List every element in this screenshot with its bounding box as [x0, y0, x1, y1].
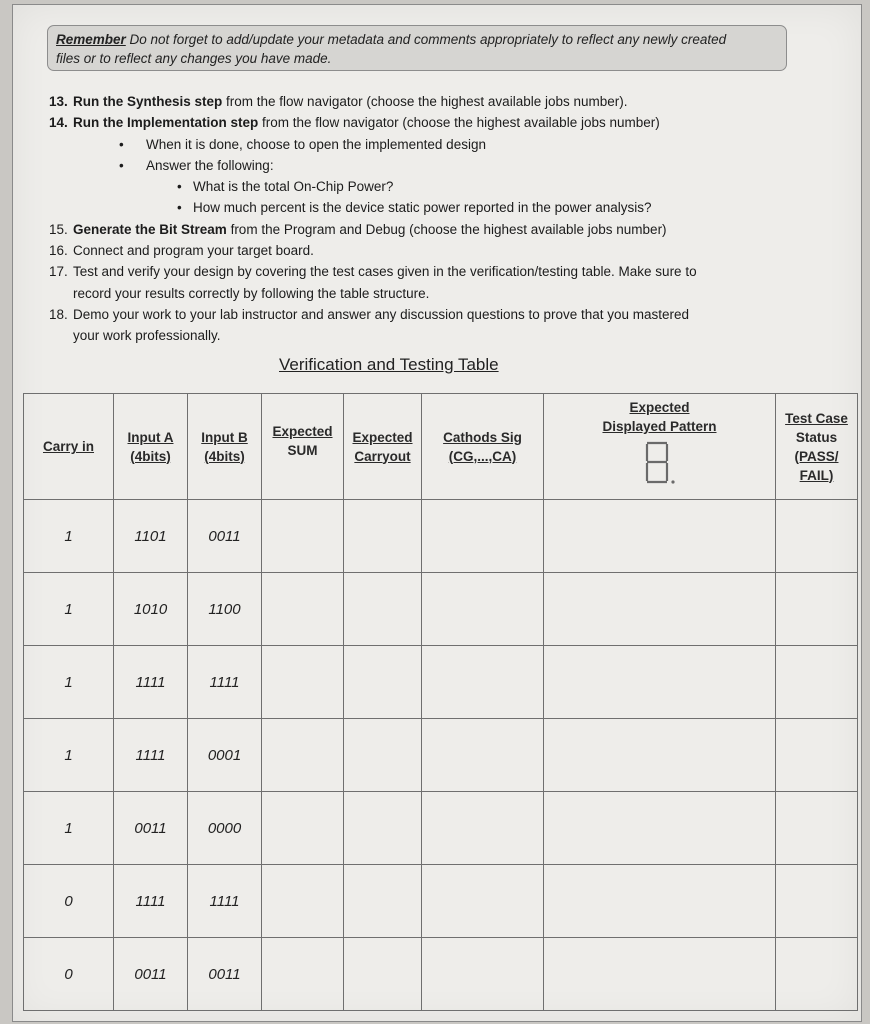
cell-displayed-pattern[interactable]	[544, 646, 776, 719]
step-13	[49, 91, 829, 112]
reminder-line-1	[56, 30, 778, 49]
cell-displayed-pattern[interactable]	[544, 500, 776, 573]
header-carry-in	[24, 394, 114, 500]
cell-expected-sum[interactable]	[262, 646, 344, 719]
step-14	[49, 112, 829, 133]
step-17-number: 17.	[49, 264, 68, 280]
header-carry-label: Expected	[352, 429, 413, 445]
worksheet-page	[12, 4, 862, 1022]
cell-input-a: 1111	[114, 865, 188, 938]
cell-expected-carryout[interactable]	[344, 719, 422, 792]
cell-cathods-sig[interactable]	[422, 500, 544, 573]
cell-expected-sum[interactable]	[262, 938, 344, 1011]
verification-table	[23, 393, 858, 1011]
cell-carry-in: 1	[24, 719, 114, 792]
bullet-icon: •	[177, 200, 182, 216]
step-15-text: from the Program and Debug (choose the highest available jobs number)	[226, 221, 667, 237]
cell-carry-in: 1	[24, 792, 114, 865]
cell-test-status[interactable]	[776, 573, 858, 646]
seven-segment-icon	[643, 440, 677, 486]
reminder-text-1: Do not forget to add/update your metadata and comments appropriately to reflect any newly created	[125, 32, 727, 47]
header-cath-label: Cathods Sig	[443, 429, 522, 445]
header-input-a-sub: (4bits)	[130, 448, 171, 464]
cell-test-status[interactable]	[776, 865, 858, 938]
step-17-text: Test and verify your design by covering the test cases given in the verification/testing table. Make sure to	[73, 264, 697, 280]
cell-expected-sum[interactable]	[262, 719, 344, 792]
step-14-number: 14.	[49, 115, 68, 131]
header-status-pass: (PASS/	[794, 448, 839, 464]
cell-carry-in: 1	[24, 646, 114, 719]
step-16-number: 16.	[49, 243, 68, 259]
step-18-continued: your work professionally.	[73, 328, 221, 344]
header-sum-sub: SUM	[287, 443, 318, 458]
step-15	[49, 219, 829, 240]
question-2-text: How much percent is the device static power reported in the power analysis?	[193, 200, 652, 216]
cell-input-b: 0011	[188, 500, 262, 573]
cell-displayed-pattern[interactable]	[544, 938, 776, 1011]
header-expected-sum	[262, 394, 344, 500]
header-status-fail: FAIL)	[799, 467, 834, 483]
table-row	[24, 938, 858, 1011]
step-18	[49, 304, 829, 325]
table-row	[24, 719, 858, 792]
remember-label: Remember	[56, 32, 126, 47]
header-status-sub: Status	[795, 429, 838, 445]
cell-cathods-sig[interactable]	[422, 792, 544, 865]
bullet-icon: •	[119, 136, 124, 152]
cell-expected-sum[interactable]	[262, 573, 344, 646]
cell-cathods-sig[interactable]	[422, 865, 544, 938]
reminder-box	[47, 25, 787, 71]
step-18-text: Demo your work to your lab instructor and answer any discussion questions to prove that you mastered	[73, 306, 690, 322]
bullet-icon: •	[177, 179, 182, 195]
cell-input-a: 0011	[114, 938, 188, 1011]
header-carry-sub: Carryout	[354, 448, 411, 464]
cell-expected-carryout[interactable]	[344, 865, 422, 938]
cell-expected-carryout[interactable]	[344, 500, 422, 573]
cell-expected-sum[interactable]	[262, 865, 344, 938]
cell-cathods-sig[interactable]	[422, 719, 544, 792]
question-2	[49, 197, 829, 218]
cell-test-status[interactable]	[776, 938, 858, 1011]
table-row	[24, 500, 858, 573]
cell-input-b: 1111	[188, 646, 262, 719]
step-17	[49, 261, 829, 282]
cell-input-b: 1111	[188, 865, 262, 938]
cell-input-a: 1101	[114, 500, 188, 573]
cell-cathods-sig[interactable]	[422, 938, 544, 1011]
table-row	[24, 792, 858, 865]
cell-expected-carryout[interactable]	[344, 573, 422, 646]
step-15-bold: Generate the Bit Stream	[73, 221, 227, 237]
step-14-bold: Run the Implementation step	[73, 115, 259, 131]
header-sum-label: Expected	[272, 424, 333, 439]
header-cathods-sig	[422, 394, 544, 500]
header-cath-sub: (CG,...,CA)	[448, 448, 517, 464]
step-16	[49, 240, 829, 261]
step-13-number: 13.	[49, 94, 68, 109]
step-13-text: from the flow navigator (choose the highest available jobs number).	[222, 94, 628, 109]
header-input-b	[188, 394, 262, 500]
header-test-status	[776, 394, 858, 500]
cell-expected-carryout[interactable]	[344, 792, 422, 865]
step-14-bullet-2	[49, 155, 829, 176]
cell-expected-sum[interactable]	[262, 792, 344, 865]
cell-test-status[interactable]	[776, 500, 858, 573]
question-1	[49, 176, 829, 197]
header-input-a-label: Input A	[127, 429, 174, 445]
cell-input-b: 0001	[188, 719, 262, 792]
cell-displayed-pattern[interactable]	[544, 865, 776, 938]
step-14-text: from the flow navigator (choose the highest available jobs number)	[258, 115, 660, 131]
header-pattern-sub: Displayed Pattern	[602, 419, 717, 434]
cell-carry-in: 1	[24, 500, 114, 573]
table-row	[24, 646, 858, 719]
question-1-text: What is the total On-Chip Power?	[193, 179, 394, 195]
table-header-row	[24, 394, 858, 500]
step-18-number: 18.	[49, 306, 68, 322]
table-row	[24, 865, 858, 938]
instruction-list	[49, 91, 829, 347]
header-carry-in-label: Carry in	[42, 439, 95, 454]
cell-cathods-sig[interactable]	[422, 573, 544, 646]
header-input-b-label: Input B	[201, 429, 248, 445]
header-pattern-label: Expected	[629, 400, 690, 415]
header-input-a	[114, 394, 188, 500]
reminder-text-2: files or to reflect any changes you have made.	[56, 51, 332, 66]
cell-input-a: 1111	[114, 646, 188, 719]
bullet-icon: •	[119, 157, 124, 173]
bullet-2-text: Answer the following:	[146, 157, 274, 173]
step-13-bold: Run the Synthesis step	[73, 94, 223, 109]
header-expected-pattern	[544, 394, 776, 500]
header-status-label: Test Case	[785, 410, 848, 426]
cell-cathods-sig[interactable]	[422, 646, 544, 719]
cell-input-a: 1010	[114, 573, 188, 646]
step-17-continued: record your results correctly by following the table structure.	[73, 285, 430, 301]
cell-displayed-pattern[interactable]	[544, 792, 776, 865]
cell-expected-carryout[interactable]	[344, 646, 422, 719]
bullet-1-text: When it is done, choose to open the implemented design	[146, 136, 486, 152]
cell-displayed-pattern[interactable]	[544, 719, 776, 792]
step-14-bullet-1	[49, 134, 829, 155]
cell-carry-in: 0	[24, 865, 114, 938]
cell-input-a: 0011	[114, 792, 188, 865]
table-row	[24, 573, 858, 646]
cell-test-status[interactable]	[776, 792, 858, 865]
cell-expected-sum[interactable]	[262, 500, 344, 573]
cell-input-a: 1111	[114, 719, 188, 792]
table-title: Verification and Testing Table	[279, 355, 499, 374]
cell-carry-in: 1	[24, 573, 114, 646]
cell-displayed-pattern[interactable]	[544, 573, 776, 646]
header-input-b-sub: (4bits)	[204, 448, 245, 464]
step-15-number: 15.	[49, 221, 68, 237]
header-expected-carryout	[344, 394, 422, 500]
cell-expected-carryout[interactable]	[344, 938, 422, 1011]
cell-test-status[interactable]	[776, 646, 858, 719]
cell-input-b: 0011	[188, 938, 262, 1011]
step-16-text: Connect and program your target board.	[73, 243, 314, 259]
cell-test-status[interactable]	[776, 719, 858, 792]
cell-input-b: 0000	[188, 792, 262, 865]
cell-input-b: 1100	[188, 573, 262, 646]
cell-carry-in: 0	[24, 938, 114, 1011]
